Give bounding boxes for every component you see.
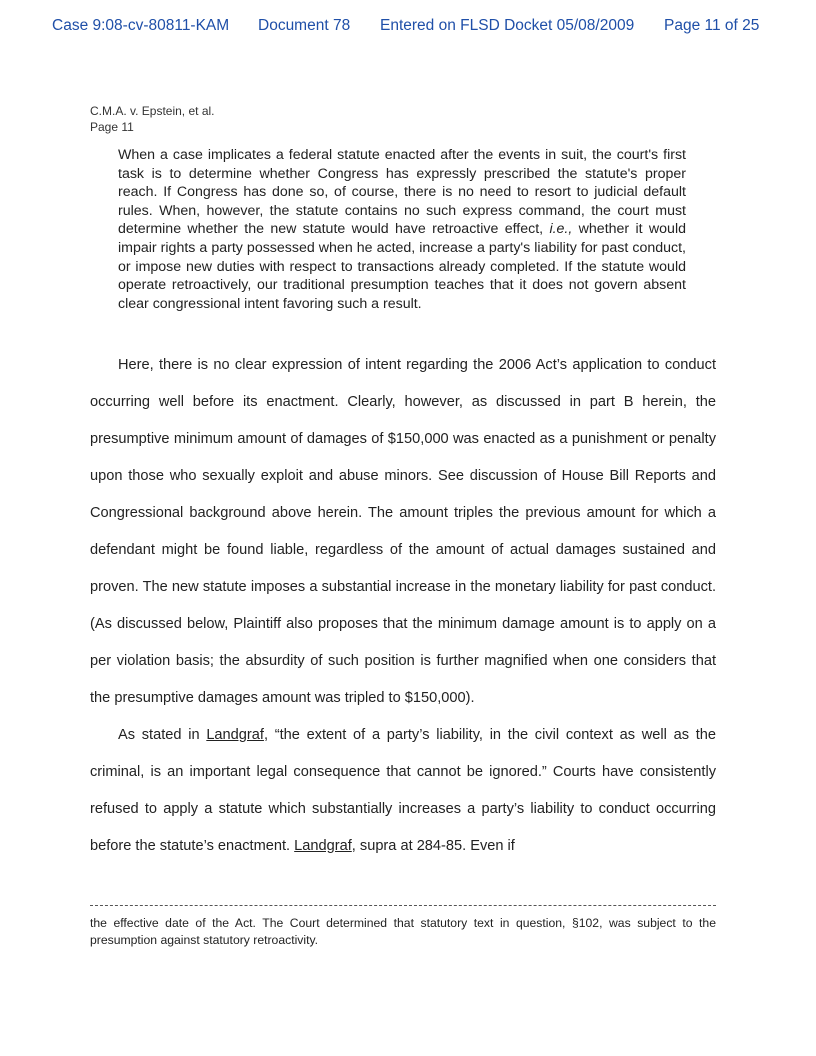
page-count: Page 11 of 25 (664, 17, 760, 34)
para2-text-b: , “the extent of a party’s liability, in the civil context as well as the criminal, is an important legal consequence that cannot be ignored.” Courts have consistently refused to apply a statute which substantially increases a party’s liability to conduct occurring before the statute’s enactment. (90, 727, 716, 854)
footnote-divider (90, 905, 716, 906)
citation-landgraf: Landgraf (206, 727, 264, 743)
case-name: C.M.A. v. Epstein, et al. (90, 104, 215, 118)
quote-text-2: whether it would impair rights a party possessed when he acted, increase a party's liability for past conduct, or impose new duties with respect to transactions already completed. If the statute would operate retroactively, our traditional presumption teaches that it does not govern absent clear congressional intent favoring such a result. (118, 221, 686, 312)
para2-text-a: As stated in (118, 727, 207, 743)
paragraph-2 (90, 717, 716, 865)
ecf-header (52, 17, 782, 39)
footnote-text: the effective date of the Act. The Court determined that statutory text in question, §102, was subject to the presumption against statutory retroactivity. (90, 916, 716, 947)
quote-ie: i.e., (549, 221, 573, 238)
docket-entry-date: Entered on FLSD Docket 05/08/2009 (380, 17, 635, 34)
paragraph-1: Here, there is no clear expression of intent regarding the 2006 Act’s application to conduct occurring well before its enactment. Clearly, however, as discussed in part B herein, the presumptive minimum amount of damages of $150,000 was enacted as a punishment or penalty upon those who sexually exploit and abuse minors. See discussion of House Bill Reports and Congressional background above herein. The amount triples the previous amount for which a defendant might be found liable, regardless of the amount of actual damages sustained and proven. The new statute imposes a substantial increase in the monetary liability for past conduct. (As discussed below, Plaintiff also proposes that the minimum damage amount is to apply on a per violation basis; the absurdity of such position is further magnified when one considers that the presumptive damages amount was tripled to $150,000). (90, 357, 716, 706)
document-number: Document 78 (258, 17, 351, 34)
quote-text-1: When a case implicates a federal statute enacted after the events in suit, the court's first task is to determine whether Congress has expressly prescribed the statute's proper reach. If Congress has done so, of course, there is no need to resort to judicial default rules. When, however, the statute contains no such express command, the court must determine whether the new statute would have retroactive effect, (118, 147, 686, 238)
body-text (90, 347, 716, 865)
footnote (90, 915, 716, 949)
para2-text-c: , supra at 284-85. Even if (351, 838, 515, 854)
citation-landgraf-2: Landgraf (294, 838, 352, 854)
running-caption (90, 103, 215, 135)
block-quote (118, 146, 686, 313)
page-label: Page 11 (90, 120, 134, 134)
quote-paragraph (118, 146, 686, 313)
case-number: Case 9:08-cv-80811-KAM (52, 17, 230, 34)
